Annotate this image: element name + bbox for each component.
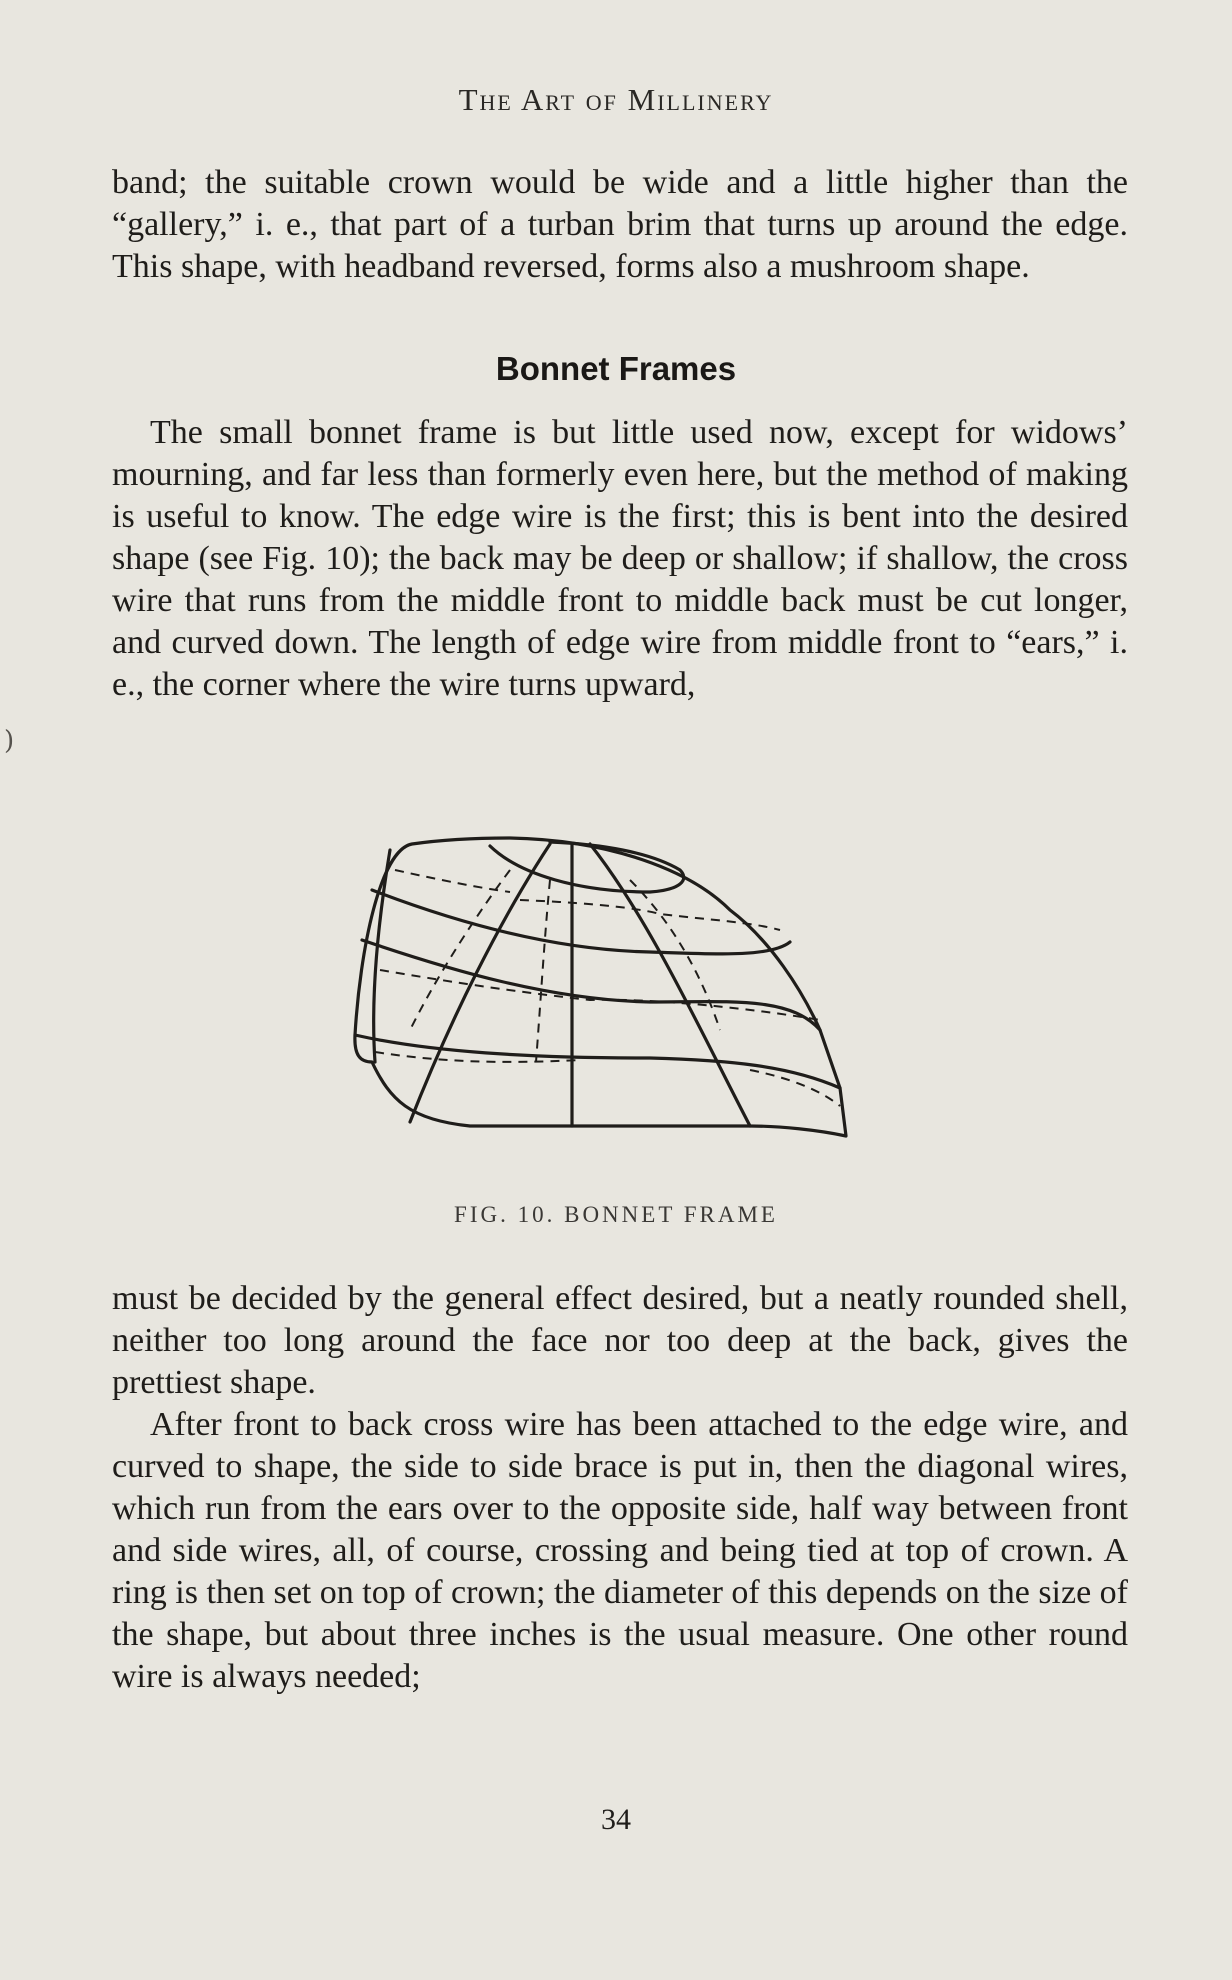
figure-caption: FIG. 10. BONNET FRAME (454, 1202, 778, 1227)
paragraph-continued: must be decided by the general effect desired, but a neatly rounded shell, neither too long around the face nor too deep at the back, gives the prettiest shape. (112, 1280, 1128, 1401)
page-number: 34 (601, 1803, 631, 1836)
paragraph-assembly: After front to back cross wire has been attached to the edge wire, and curved to shape, the side to side brace is put in, then the diagonal wires, which run from the ears over to the opposite side, half way between front and side wires, all, of course, crossing and being tied at top of crown. A ring is then set on top of crown; the diameter of this depends on the size of the shape, but about three inches is the usual measure. One other round wire is always needed; (112, 1406, 1128, 1695)
running-head: The Art of Millinery (458, 82, 774, 117)
crown-ring (490, 842, 684, 892)
hidden-wire-5 (750, 1070, 840, 1106)
text-block-top (112, 162, 1128, 288)
paragraph-bonnet-intro: The small bonnet frame is but little used now, except for widows’ mourning, and far less than formerly even here, but the method of making is useful to know. The edge wire is the first; this is bent into the desired shape (see Fig. 10); the back may be deep or shallow; if shallow, the cross wire that runs from the middle front to middle back must be cut longer, and curved down. The length of edge wire from middle front to “ears,” i. e., the corner where the wire turns upward, (112, 414, 1128, 703)
bonnet-frame-illustration (350, 830, 890, 1160)
hidden-wire-7 (536, 880, 550, 1062)
diagonal-wire-front (410, 844, 550, 1122)
edge-wire (355, 838, 846, 1136)
margin-mark: ) (4, 726, 15, 756)
bonnet-frame-figure (350, 830, 890, 1160)
hidden-wire-3 (380, 970, 820, 1020)
section-heading: Bonnet Frames (495, 350, 737, 387)
text-block-middle (112, 412, 1128, 706)
hidden-wire-1 (395, 870, 510, 892)
diagonal-wire-back (590, 844, 750, 1126)
paragraph-continuation: band; the suitable crown would be wide and a little higher than the “gallery,” i. e., that part of a turban brim that turns up around the edge. This shape, with headband reversed, forms also a mushroom shape. (112, 164, 1128, 285)
text-block-bottom (112, 1278, 1128, 1698)
hidden-wire-2 (520, 900, 780, 930)
